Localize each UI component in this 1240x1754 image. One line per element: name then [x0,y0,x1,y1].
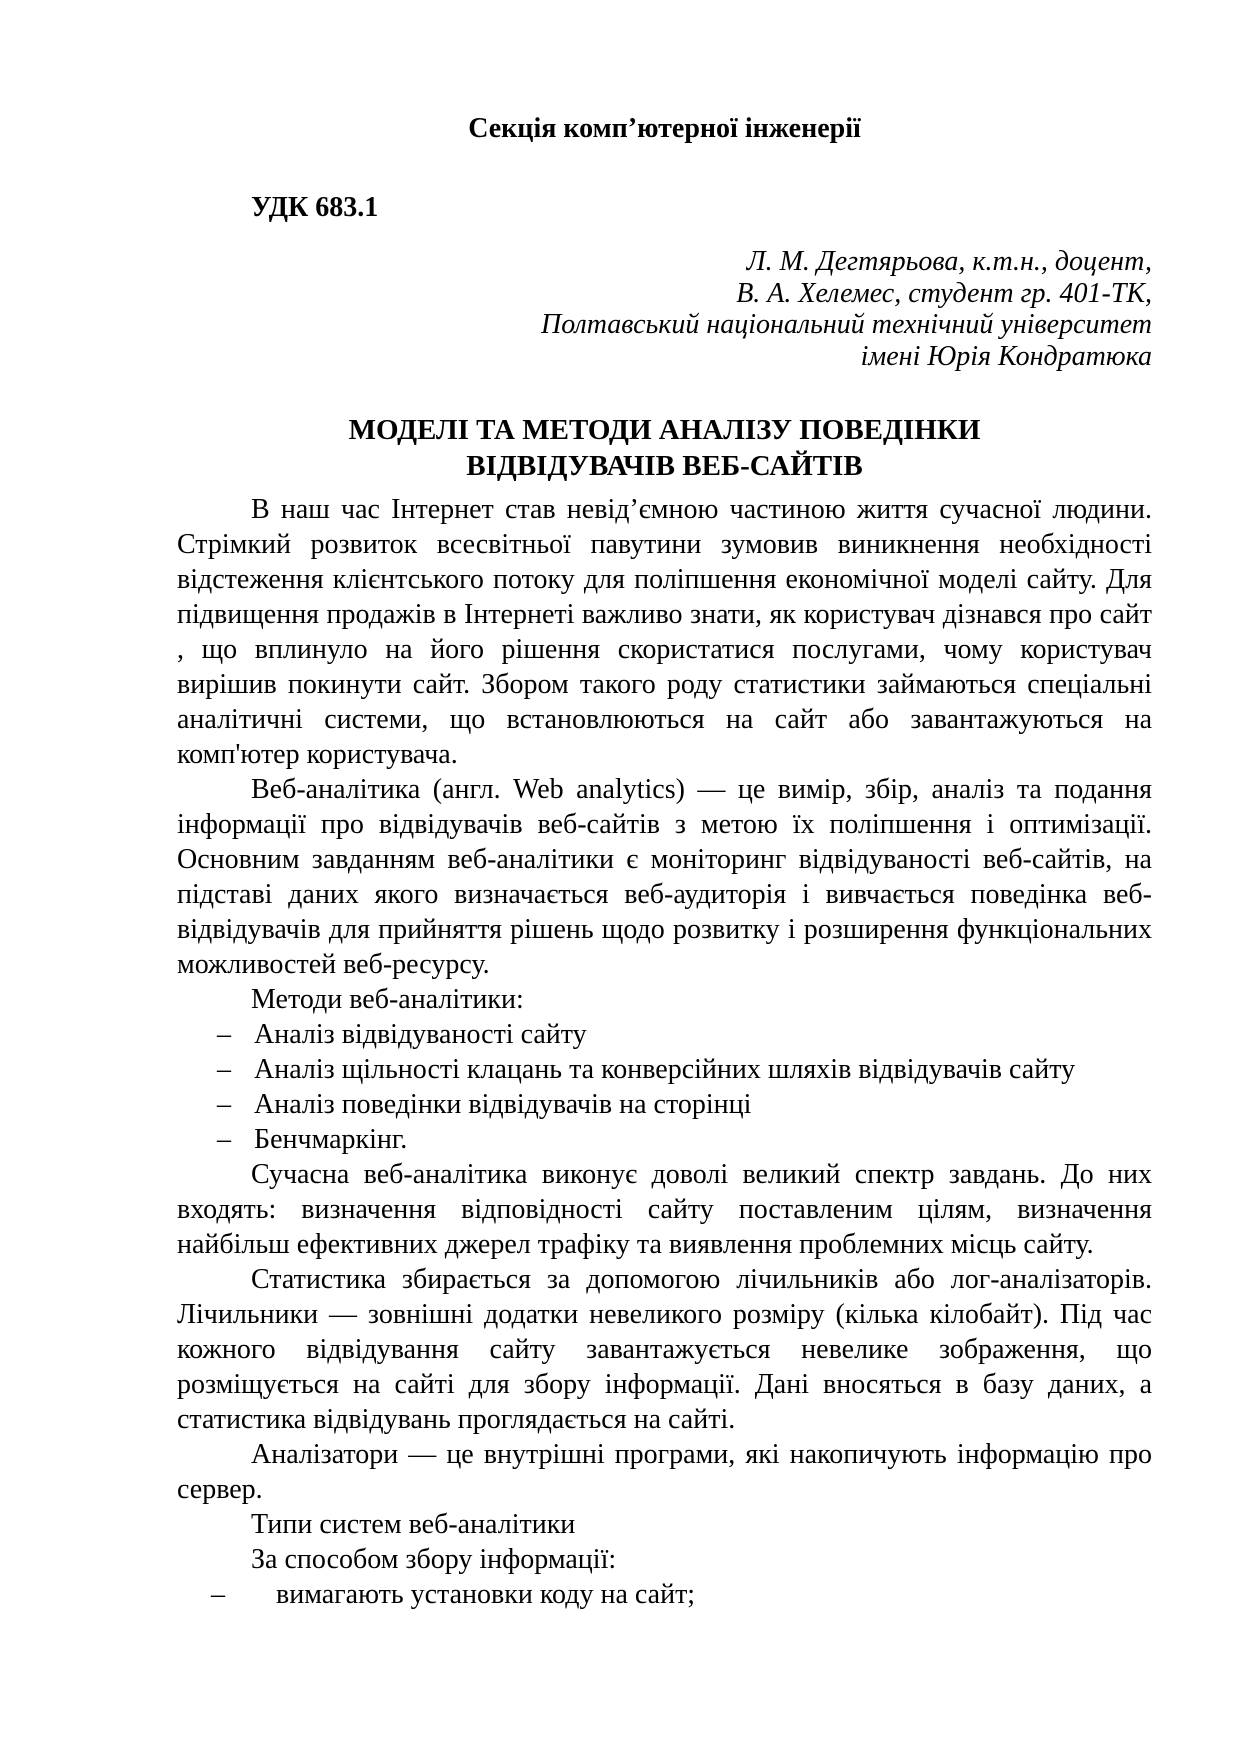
body-paragraph: За способом збору інформації: [251,1544,617,1575]
list-item [177,1122,1152,1157]
body-paragraph: Веб-аналітика (англ. Web analytics) — це вимір, збір, аналіз та подання інформації про відвідувачів веб-сайтів з метою їх поліпшення і оптимізації. Основним завданням веб-аналітики є моніторинг відвідуваності веб-сайтів, на підставі даних якого визначається веб-аудиторія і вивчається поведінка веб-відвідувачів для прийняття рішень щодо розвитку і розширення функціональних можливостей веб-ресурсу. [177,774,1152,980]
list-item-text: вимагають установки коду на сайт; [276,1579,696,1610]
udc-code: УДК 683.1 [251,192,379,223]
section-header: Секція комп’ютерної інженерії [468,113,861,144]
body-paragraph: Сучасна веб-аналітика виконує доволі великий спектр завдань. До них входять: визначення відповідності сайту поставленим цілям, визначення найбільш ефективних джерел трафіку та виявлення проблемних місць сайту. [177,1159,1152,1260]
list-dash-marker: – [217,1054,231,1085]
paper-title [177,412,1152,484]
body-paragraph: Методи веб-аналітики: [251,984,524,1015]
body-paragraph: Типи систем веб-аналітики [251,1509,576,1540]
body-paragraph: В наш час Інтернет став невід’ємною частиною життя сучасної людини. Стрімкий розвиток всесвітньої павутини зумовив виникнення необхідності відстеження клієнтського потоку для поліпшення економічної моделі сайту. Для підвищення продажів в Інтернеті важливо знати, як користувач дізнався про сайт , що вплинуло на його рішення скористатися послугами, чому користувач вирішив покинути сайт. Збором такого роду статистики займаються спеціальні аналітичні системи, що встановлюються на сайт або завантажуються на комп'ютер користувача. [177,494,1152,770]
paper-title-line1: МОДЕЛІ ТА МЕТОДИ АНАЛІЗУ ПОВЕДІНКИ [348,414,981,446]
list-item [177,1052,1152,1087]
list-item [177,1577,1152,1612]
list-item [177,1087,1152,1122]
paper-title-line2: ВІДВІДУВАЧІВ ВЕБ-САЙТІВ [466,450,863,482]
list-dash-marker: – [211,1579,225,1610]
list-item-text: Аналіз поведінки відвідувачів на сторінці [254,1089,752,1120]
list-dash-marker: – [217,1019,231,1050]
author-block [177,246,1152,372]
document-body [177,492,1152,1612]
list-dash-marker: – [217,1089,231,1120]
list-item-text: Бенчмаркінг. [254,1124,408,1155]
body-paragraph: Статистика збирається за допомогою лічильників або лог-аналізаторів. Лічильники — зовнішні додатки невеликого розміру (кілька кілобайт). Під час кожного відвідування сайту завантажується невелике зображення, що розміщується на сайті для збору інформації. Дані вносяться в базу даних, а статистика відвідувань проглядається на сайті. [177,1264,1152,1435]
body-paragraph: Аналізатори — це внутрішні програми, які накопичують інформацію про сервер. [177,1439,1152,1505]
author-line: Л. М. Дегтярьова, к.т.н., доцент, [746,246,1152,277]
list-item [177,1017,1152,1052]
author-line: В. А. Хелемес, студент гр. 401-ТК, [736,277,1152,309]
author-affiliation-line: імені Юрія Кондратюка [860,340,1152,372]
author-affiliation-line: Полтавський національний технічний університет [541,309,1152,340]
list-item-text: Аналіз відвідуваності сайту [254,1019,587,1050]
list-item-text: Аналіз щільності клацань та конверсійних шляхів відвідувачів сайту [254,1054,1076,1085]
list-dash-marker: – [217,1124,231,1155]
